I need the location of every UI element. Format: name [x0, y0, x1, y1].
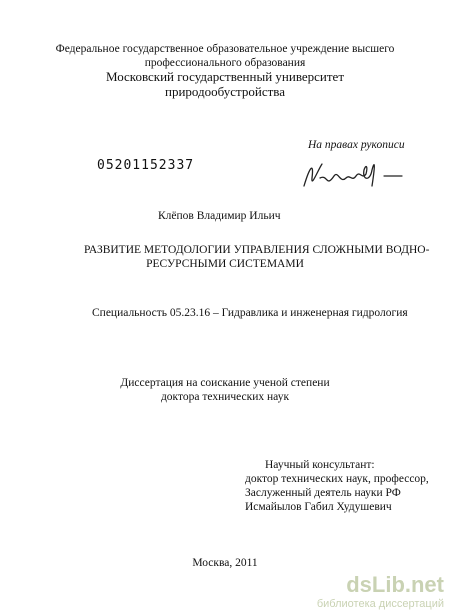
- dissertation-line-2: доктора технических наук: [160, 391, 290, 403]
- institution-line-1: Федеральное государственное образовательное учреждение высшего: [55, 43, 395, 55]
- consultant-name: Исмайылов Габил Худушевич: [245, 501, 392, 513]
- dissertation-line-1: Диссертация на соискание ученой степени: [120, 377, 330, 389]
- consultant-title: Заслуженный деятель науки РФ: [245, 487, 401, 499]
- author-name: Клёпов Владимир Ильич: [158, 210, 281, 222]
- university-name: Московский государственный университет: [105, 69, 345, 84]
- consultant-heading: Научный консультант:: [265, 459, 375, 471]
- consultant-degree: доктор технических наук, профессор,: [245, 473, 429, 485]
- university-name-2: природообустройства: [164, 84, 286, 99]
- institution-line-2: профессионального образования: [144, 57, 306, 69]
- signature: [300, 156, 410, 196]
- watermark-subtitle: библиотека диссертаций: [316, 598, 444, 610]
- title-line-1: РАЗВИТИЕ МЕТОДОЛОГИИ УПРАВЛЕНИЯ СЛОЖНЫМИ ВОДНО-: [84, 244, 430, 256]
- watermark: [317, 574, 444, 610]
- specialty: Специальность 05.23.16 – Гидравлика и инженерная гидрология: [92, 307, 408, 319]
- catalog-number: 05201152337: [97, 158, 195, 173]
- title-line-2: РЕСУРСНЫМИ СИСТЕМАМИ: [146, 258, 304, 270]
- watermark-logo: dsLib.net: [346, 572, 444, 597]
- rights-note: На правах рукописи: [308, 139, 405, 151]
- city-year: Москва, 2011: [192, 557, 258, 569]
